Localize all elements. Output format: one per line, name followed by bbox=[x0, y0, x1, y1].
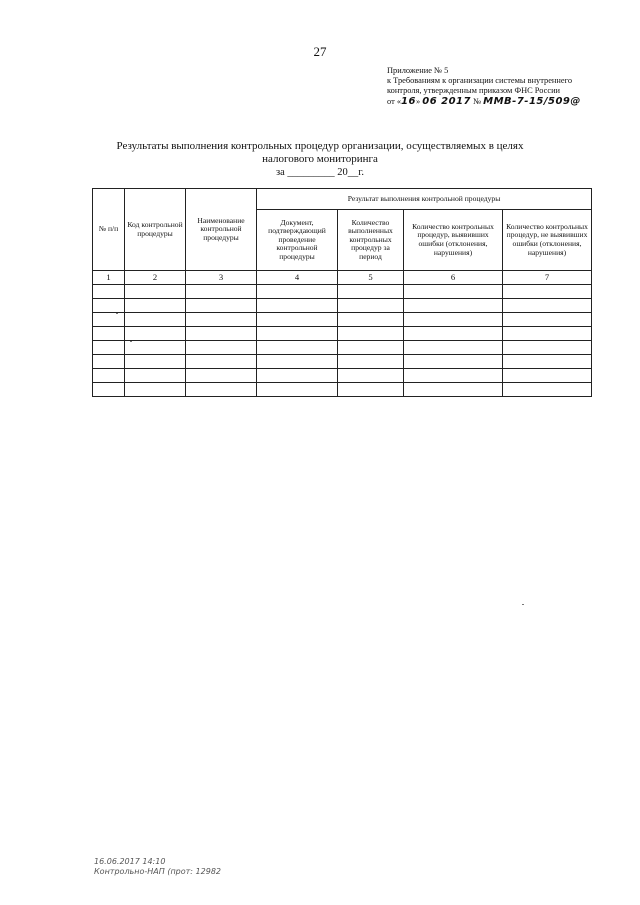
table-cell bbox=[125, 327, 186, 341]
table-row bbox=[93, 327, 592, 341]
table-cell bbox=[404, 285, 503, 299]
table-cell bbox=[93, 327, 125, 341]
header-row-top bbox=[93, 189, 592, 210]
column-number-row bbox=[93, 271, 592, 285]
table-cell bbox=[186, 285, 257, 299]
scan-speck bbox=[130, 341, 132, 342]
column-number: 4 bbox=[257, 271, 338, 285]
column-number: 1 bbox=[93, 271, 125, 285]
table-cell bbox=[257, 383, 338, 397]
table-cell bbox=[257, 341, 338, 355]
table-row bbox=[93, 299, 592, 313]
table-cell bbox=[186, 369, 257, 383]
appendix-title: Приложение № 5 bbox=[387, 66, 449, 75]
table-cell bbox=[503, 383, 592, 397]
table-cell bbox=[404, 341, 503, 355]
table-cell bbox=[257, 355, 338, 369]
table-row bbox=[93, 313, 592, 327]
table-cell bbox=[125, 341, 186, 355]
scan-speck bbox=[116, 313, 118, 314]
table-cell bbox=[93, 341, 125, 355]
table-cell bbox=[503, 327, 592, 341]
table-cell bbox=[404, 313, 503, 327]
appendix-order: контроля, утвержденным приказом ФНС России bbox=[387, 86, 561, 96]
appendix-date-line bbox=[387, 97, 627, 107]
table-cell bbox=[93, 355, 125, 369]
table-cell bbox=[186, 355, 257, 369]
table-cell bbox=[257, 313, 338, 327]
table-cell bbox=[503, 369, 592, 383]
table-cell bbox=[125, 313, 186, 327]
table-cell bbox=[125, 285, 186, 299]
table-row bbox=[93, 341, 592, 355]
table-cell bbox=[257, 369, 338, 383]
table-cell bbox=[503, 285, 592, 299]
table-cell bbox=[404, 355, 503, 369]
date-mid: » bbox=[415, 96, 423, 106]
table-cell bbox=[338, 327, 404, 341]
table-cell bbox=[186, 327, 257, 341]
handwritten-order-number: ММВ-7-15/509@ bbox=[483, 95, 581, 107]
table-cell bbox=[186, 383, 257, 397]
page-number: 27 bbox=[313, 44, 327, 59]
header-performed-count: Количество выполненных контрольных процедур за период bbox=[338, 210, 404, 271]
table-cell bbox=[338, 369, 404, 383]
table-cell bbox=[338, 299, 404, 313]
table-cell bbox=[93, 313, 125, 327]
table-cell bbox=[338, 285, 404, 299]
table-cell bbox=[404, 383, 503, 397]
table-cell bbox=[125, 299, 186, 313]
table-cell bbox=[257, 285, 338, 299]
table-cell bbox=[503, 313, 592, 327]
column-number: 7 bbox=[503, 271, 592, 285]
number-prefix: № bbox=[470, 96, 484, 106]
table-cell bbox=[338, 355, 404, 369]
table-cell bbox=[503, 299, 592, 313]
column-number: 3 bbox=[186, 271, 257, 285]
table-cell bbox=[125, 355, 186, 369]
results-table bbox=[92, 188, 592, 397]
document-title: Результаты выполнения контрольных процедур организации, осуществляемых в целях налогового мониторинга bbox=[116, 140, 524, 165]
column-number: 6 bbox=[404, 271, 503, 285]
date-prefix: от « bbox=[387, 96, 402, 106]
header-document: Документ, подтверждающий проведение контрольной процедуры bbox=[257, 210, 338, 271]
table-cell bbox=[503, 341, 592, 355]
header-no-errors-count: Количество контрольных процедур, не выявивших ошибки (отклонения, нарушения) bbox=[503, 210, 592, 271]
table-row bbox=[93, 285, 592, 299]
table-cell bbox=[186, 313, 257, 327]
footer-timestamp: 16.06.2017 14:10 bbox=[94, 857, 166, 866]
table-row bbox=[93, 383, 592, 397]
handwritten-month-year: 06 2017 bbox=[422, 95, 471, 107]
column-number: 2 bbox=[125, 271, 186, 285]
table-cell bbox=[93, 369, 125, 383]
reporting-period: за _________ 20__г. bbox=[275, 167, 365, 178]
table-cell bbox=[93, 299, 125, 313]
table-row bbox=[93, 369, 592, 383]
table-row bbox=[93, 355, 592, 369]
footer-control: Контрольно-НАП (прот: 12982 bbox=[94, 867, 221, 876]
appendix-requirements: к Требованиям к организации системы внутреннего bbox=[387, 76, 573, 86]
table-cell bbox=[186, 299, 257, 313]
header-name: Наименование контрольной процедуры bbox=[186, 189, 257, 271]
footer-stamp bbox=[94, 857, 221, 877]
header-code: Код контрольной процедуры bbox=[125, 189, 186, 271]
table-cell bbox=[125, 383, 186, 397]
table-cell bbox=[186, 341, 257, 355]
column-number: 5 bbox=[338, 271, 404, 285]
table-cell bbox=[125, 369, 186, 383]
table-cell bbox=[93, 285, 125, 299]
header-errors-found-count: Количество контрольных процедур, выявивших ошибки (отклонения, нарушения) bbox=[404, 210, 503, 271]
table-cell bbox=[404, 327, 503, 341]
table-cell bbox=[404, 369, 503, 383]
table-cell bbox=[257, 299, 338, 313]
table-body bbox=[93, 285, 592, 397]
table-cell bbox=[404, 299, 503, 313]
header-result-group: Результат выполнения контрольной процедуры bbox=[257, 189, 592, 210]
table-cell bbox=[338, 313, 404, 327]
appendix-block bbox=[387, 66, 627, 107]
table-cell bbox=[93, 383, 125, 397]
scan-speck bbox=[522, 604, 524, 605]
table-cell bbox=[257, 327, 338, 341]
handwritten-day: 16 bbox=[401, 95, 416, 107]
table-cell bbox=[503, 355, 592, 369]
table-cell bbox=[338, 341, 404, 355]
table-cell bbox=[338, 383, 404, 397]
header-number: № п/п bbox=[93, 189, 125, 271]
